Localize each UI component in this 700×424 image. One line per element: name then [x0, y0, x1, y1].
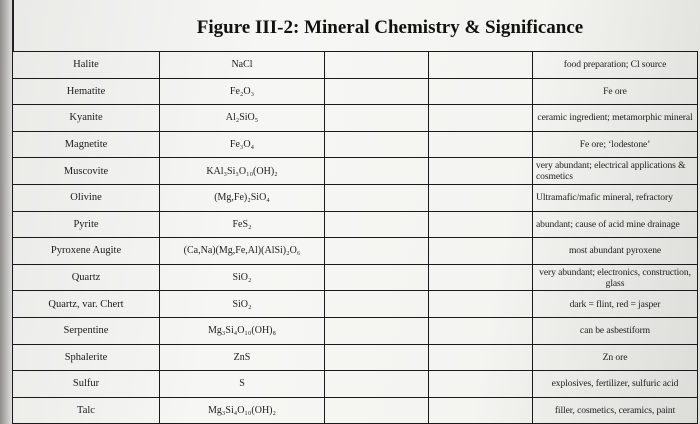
chemical-formula-cell: (Ca,Na)(Mg,Fe,Al)(AlSi)₂O₆: [160, 238, 325, 265]
empty-cell: [429, 264, 533, 291]
mineral-name-cell: Pyroxene Augite: [13, 238, 160, 265]
significance-cell: abundant; cause of acid mine drainage: [533, 211, 698, 238]
mineral-name-cell: Serpentine: [13, 317, 160, 344]
mineral-name-cell: Talc: [13, 397, 160, 424]
empty-cell: [429, 131, 533, 158]
empty-cell: [325, 344, 429, 371]
chemical-formula-cell: SiO₂: [160, 291, 325, 318]
empty-cell: [325, 291, 429, 318]
table-left-rule: [12, 0, 14, 51]
significance-cell: most abundant pyroxene: [533, 238, 698, 265]
empty-cell: [325, 264, 429, 291]
empty-cell: [325, 52, 429, 79]
empty-cell: [325, 397, 429, 424]
chemical-formula-cell: S: [160, 371, 325, 398]
empty-cell: [429, 211, 533, 238]
significance-cell: very abundant; electrical applications & cosmetics: [533, 158, 698, 185]
empty-cell: [429, 397, 533, 424]
empty-cell: [429, 291, 533, 318]
chemical-formula-cell: Fe₂O₃: [160, 78, 325, 105]
significance-cell: Fe ore; ‘lodestone’: [533, 131, 698, 158]
empty-cell: [429, 317, 533, 344]
mineral-name-cell: Quartz, var. Chert: [13, 291, 160, 318]
empty-cell: [429, 238, 533, 265]
empty-cell: [325, 184, 429, 211]
chemical-formula-cell: SiO₂: [160, 264, 325, 291]
chemical-formula-cell: Al₂SiO₅: [160, 105, 325, 132]
mineral-name-cell: Halite: [13, 52, 160, 79]
table-row: [13, 52, 698, 79]
empty-cell: [429, 52, 533, 79]
empty-cell: [429, 344, 533, 371]
empty-cell: [429, 371, 533, 398]
table-row: [13, 344, 698, 371]
mineral-name-cell: Hematite: [13, 78, 160, 105]
mineral-name-cell: Olivine: [13, 184, 160, 211]
empty-cell: [429, 158, 533, 185]
table-row: [13, 78, 698, 105]
chemical-formula-cell: FeS₂: [160, 211, 325, 238]
chemical-formula-cell: Mg₃Si₄O₁₀(OH)₂: [160, 397, 325, 424]
significance-cell: dark = flint, red = jasper: [533, 291, 698, 318]
significance-cell: Ultramafic/mafic mineral, refractory: [533, 184, 698, 211]
mineral-name-cell: Kyanite: [13, 105, 160, 132]
significance-cell: Zn ore: [533, 344, 698, 371]
table-row: [13, 211, 698, 238]
chemical-formula-cell: Mg₃Si₄O₁₀(OH)₈: [160, 317, 325, 344]
table-row: [13, 397, 698, 424]
empty-cell: [325, 158, 429, 185]
chemical-formula-cell: KAl₃Si₃O₁₀(OH)₂: [160, 158, 325, 185]
chemical-formula-cell: ZnS: [160, 344, 325, 371]
table-row: [13, 131, 698, 158]
table-row: [13, 291, 698, 318]
table-row: [13, 371, 698, 398]
empty-cell: [325, 211, 429, 238]
chemical-formula-cell: (Mg,Fe)₂SiO₄: [160, 184, 325, 211]
table-row: [13, 158, 698, 185]
empty-cell: [325, 317, 429, 344]
empty-cell: [429, 78, 533, 105]
empty-cell: [325, 371, 429, 398]
significance-cell: can be asbestiform: [533, 317, 698, 344]
figure-title: Figure III-2: Mineral Chemistry & Significance: [196, 17, 584, 38]
empty-cell: [429, 184, 533, 211]
table-row: [13, 317, 698, 344]
mineral-name-cell: Quartz: [13, 264, 160, 291]
mineral-name-cell: Muscovite: [13, 158, 160, 185]
significance-cell: Fe ore: [533, 78, 698, 105]
table-row: [13, 184, 698, 211]
empty-cell: [325, 78, 429, 105]
table-row: [13, 238, 698, 265]
empty-cell: [429, 105, 533, 132]
mineral-table: [12, 51, 698, 424]
chemical-formula-cell: NaCl: [160, 52, 325, 79]
significance-cell: very abundant; electronics, construction, glass: [533, 264, 698, 291]
mineral-name-cell: Magnetite: [13, 131, 160, 158]
empty-cell: [325, 105, 429, 132]
significance-cell: food preparation; Cl source: [533, 52, 698, 79]
chemical-formula-cell: Fe₃O₄: [160, 131, 325, 158]
significance-cell: ceramic ingredient; metamorphic mineral: [533, 105, 698, 132]
table-row: [13, 105, 698, 132]
mineral-name-cell: Sphalerite: [13, 344, 160, 371]
mineral-name-cell: Pyrite: [13, 211, 160, 238]
table-row: [13, 264, 698, 291]
mineral-name-cell: Sulfur: [13, 371, 160, 398]
significance-cell: explosives, fertilizer, sulfuric acid: [533, 371, 698, 398]
empty-cell: [325, 131, 429, 158]
significance-cell: filler, cosmetics, ceramics, paint: [533, 397, 698, 424]
empty-cell: [325, 238, 429, 265]
